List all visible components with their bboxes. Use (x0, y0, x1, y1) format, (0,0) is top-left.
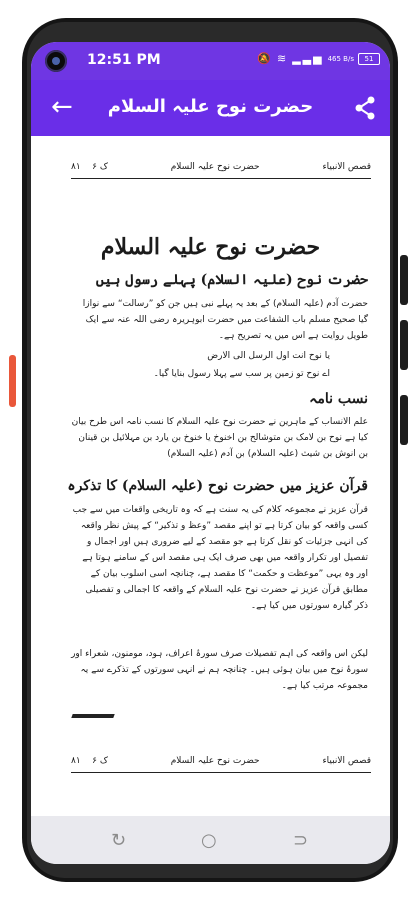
footer-page-number: ۸۱ (71, 756, 81, 766)
section-heading-1: حضرت نوح (علیہ السلام) پہلے رسول ہیں (95, 272, 368, 288)
header-chapter: حضرت نوح علیہ السلام (170, 162, 260, 172)
volume-down-button (400, 320, 408, 370)
paragraph-3: قرآن عزیز نے مجموعہ کلام کی یہ سنت ہے کہ وہ تاریخی واقعات میں سے جب کسی واقعہ کو بیان کرتا ہے تو اپنے مقصد ”وعظ و تذکیر“ کے پیش نظر واقعہ کی انہی جزئیات کو نقل کرتا ہے جو مقصد کے لیے ضروری ہیں اور اجمال و تفصیل اور تکرار واقعہ میں بھی صرف ایک ہی مقصد اس کے سامنے ہوتا ہے اور وہ یہی ”موعظت و حکمت“ کا مقصد ہے، چنانچہ اسی اسلوب بیان کے مطابق قرآن عزیز نے حضرت نوح علیہ السلام کے واقعہ کا اجمالی و تفصیلی ذکر گیارہ سورتوں میں کیا ہے۔ (72, 505, 368, 611)
section-heading-3: قرآن عزیز میں حضرت نوح (علیہ السلام) کا تذکرہ (67, 478, 368, 494)
paragraph-4: لیکن اس واقعہ کی اہم تفصیلات صرف سورۂ اعراف، ہود، مومنون، شعراء اور سورۂ نوح میں بیان ہوئی ہیں۔ چنانچہ ہم نے انہی سورتوں کے تذکرے سے یہ مجموعہ مرتب کیا ہے۔ (71, 649, 368, 691)
mute-icon: 🔕 (257, 52, 273, 65)
side-key (9, 355, 16, 407)
footer-page-info (71, 756, 108, 766)
volume-up-button (400, 255, 408, 305)
battery-icon: 51 (358, 53, 380, 65)
back-arrow-icon[interactable]: ← (51, 92, 73, 122)
header-page-info (71, 162, 108, 172)
footer-book-name: قصص الانبیاء (322, 756, 371, 766)
paragraph-2: علم الانساب کے ماہرین نے حضرت نوح علیہ السلام کا نسب نامہ اس طرح بیان کیا ہے نوح بن لامک بن متوشالح بن اخنوخ یا خنوخ بن یارد بن مہلائیل بن قینان بن انوش بن شیث (علیہ السلام) بن آدم (علیہ السلام) (71, 417, 368, 459)
quote-arabic: یا نوح انت اول الرسل الی الارض (207, 351, 330, 361)
share-icon[interactable] (354, 96, 376, 120)
quote-translation: اے نوح تو زمین پر سب سے پہلا رسول بنایا گیا۔ (153, 369, 330, 379)
footer-rule (71, 772, 371, 773)
header-book-name: قصص الانبیاء (322, 162, 371, 172)
power-button (400, 395, 408, 445)
page-header-top (71, 162, 371, 172)
page-footer (71, 756, 371, 766)
paragraph-1: حضرت آدم (علیہ السلام) کے بعد یہ پہلے نبی ہیں جن کو ”رسالت“ سے نوازا گیا صحیح مسلم باب الشفاعت میں حضرت ابوہریرہ رضی اللہ عنہ سے ایک طویل روایت ہے اس میں یہ تصریح ہے۔ (82, 299, 368, 341)
status-bar (31, 42, 390, 80)
footer-code: ک ۶ (92, 756, 108, 766)
book-page[interactable] (31, 136, 390, 816)
header-rule (71, 178, 371, 179)
header-code: ک ۶ (92, 162, 108, 172)
end-mark (71, 714, 114, 718)
wifi-icon: ≋ (276, 52, 289, 65)
home-icon[interactable]: ○ (201, 830, 217, 851)
net-speed: 465 B/s (327, 54, 354, 63)
signal-icon: ▂▃▅ (292, 52, 324, 65)
navigation-bar (31, 816, 390, 864)
front-camera (45, 50, 67, 72)
section-heading-2: نسب نامہ (309, 391, 368, 407)
chapter-title: حضرت نوح علیہ السلام (100, 234, 321, 260)
screen (31, 42, 390, 864)
header-page-number: ۸۱ (71, 162, 81, 172)
status-time: 12:51 PM (87, 52, 161, 68)
footer-chapter: حضرت نوح علیہ السلام (170, 756, 260, 766)
app-bar (31, 80, 390, 136)
page-title: حضرت نوح علیہ السلام (107, 96, 314, 117)
recent-apps-icon[interactable]: ↻ (111, 830, 127, 851)
status-icons (257, 52, 380, 65)
back-nav-icon[interactable]: ⊃ (293, 830, 309, 851)
